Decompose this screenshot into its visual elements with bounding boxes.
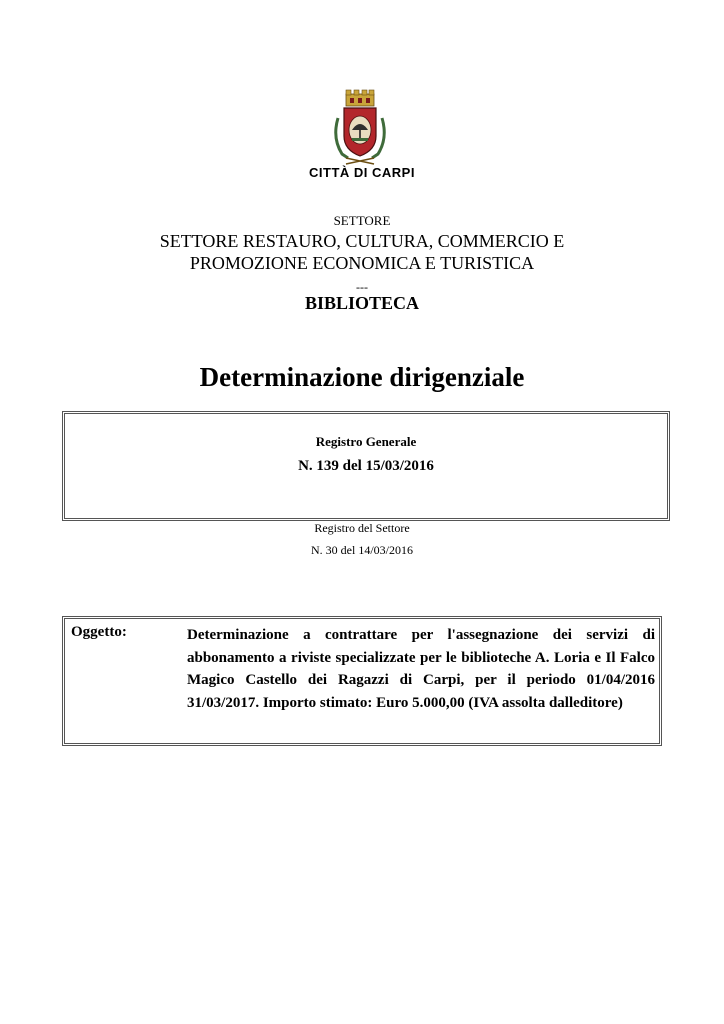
registro-settore-value: N. 30 del 14/03/2016 [311, 543, 413, 557]
settore-name-line2: PROMOZIONE ECONOMICA E TURISTICA [189, 253, 535, 273]
ufficio-name: BIBLIOTECA [304, 293, 420, 313]
registro-generale-value: N. 139 del 15/03/2016 [298, 458, 434, 474]
registro-generale-box [64, 413, 668, 519]
registro-generale-label: Registro Generale [315, 434, 417, 449]
settore-name [0, 230, 724, 274]
registro-settore-label: Registro del Settore [314, 521, 410, 535]
carpi-coat-of-arms-icon [328, 88, 392, 168]
document-type-title: Determinazione dirigenziale [199, 362, 525, 392]
separator: --- [356, 280, 368, 294]
city-name: CITTÀ DI CARPI [309, 165, 415, 180]
oggetto-box [64, 618, 660, 744]
oggetto-text: Determinazione a contrattare per l'assegnazione dei servizi di abbonamento a riviste specializzate per le biblioteche A. Loria e Il Falco Magico Castello dei Ragazzi di Carpi, per il periodo 01/04/2016 31/03/2017. Importo stimato: Euro 5.000,00 (IVA assolta dalleditore) [187, 627, 655, 711]
oggetto-label: Oggetto: [71, 624, 127, 640]
settore-label: SETTORE [333, 213, 391, 228]
settore-name-line1: SETTORE RESTAURO, CULTURA, COMMERCIO E [159, 231, 565, 251]
